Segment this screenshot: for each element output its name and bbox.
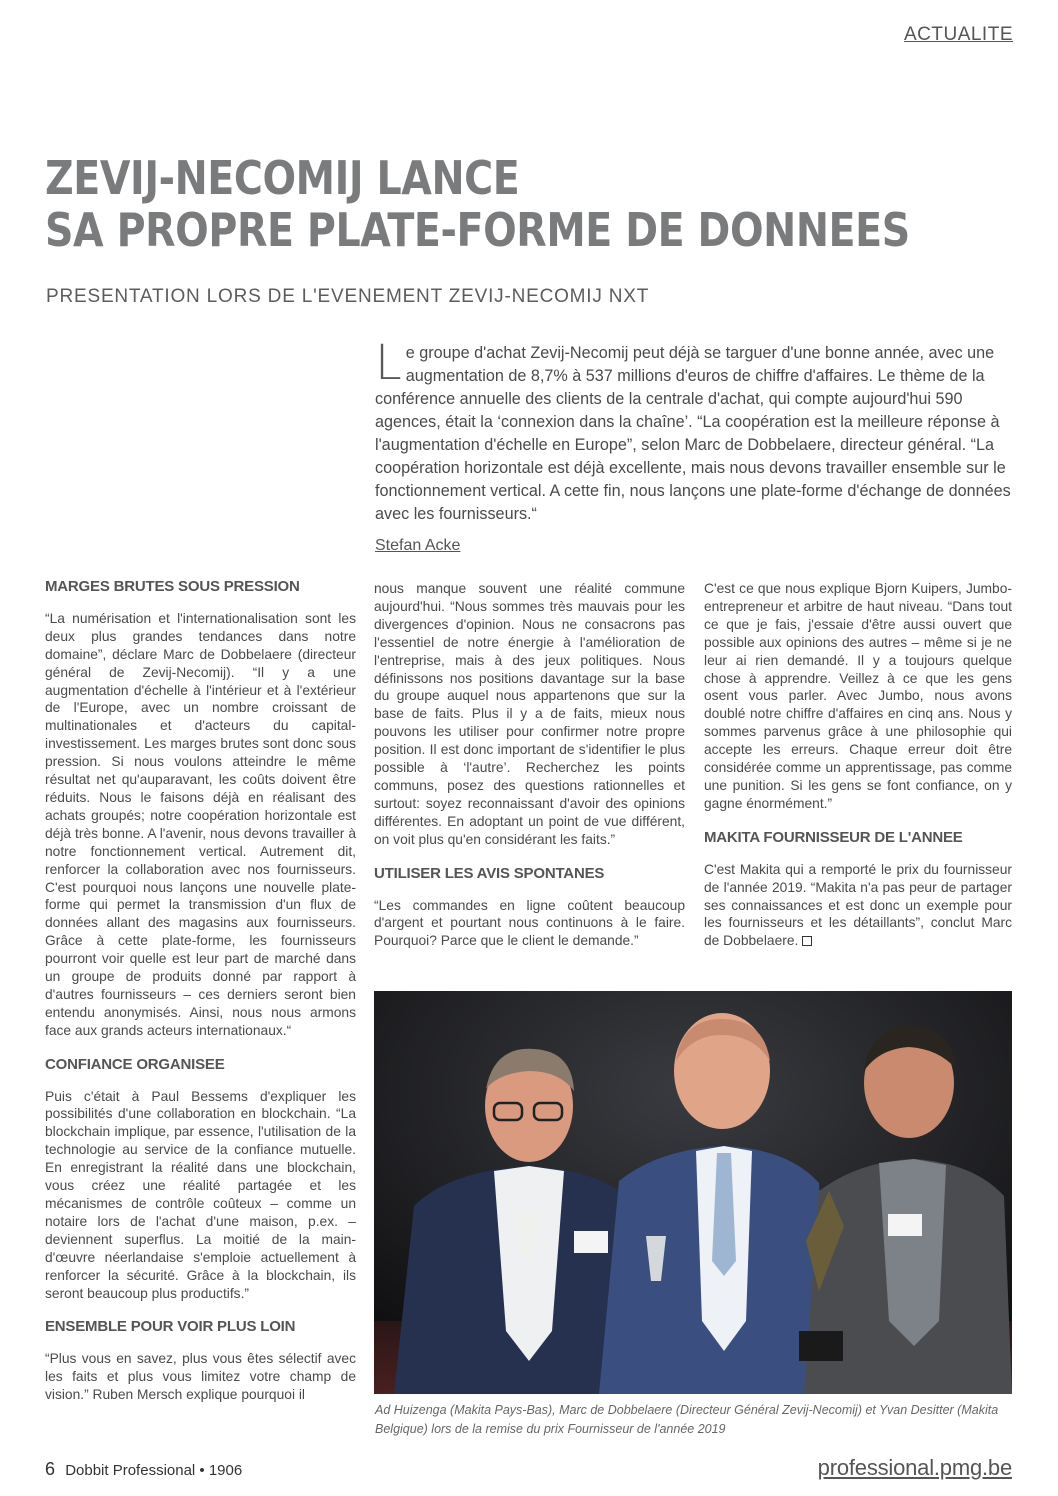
heading-confiance-organisee: CONFIANCE ORGANISEE	[45, 1055, 225, 1073]
heading-marges-brutes: MARGES BRUTES SOUS PRESSION	[45, 578, 300, 595]
end-mark-icon	[802, 936, 812, 946]
column-1	[45, 578, 356, 1420]
headline	[45, 151, 910, 257]
heading-makita-fournisseur: MAKITA FOURNISSEUR DE L'ANNEE	[704, 828, 963, 846]
author-byline: Stefan Acke	[375, 537, 461, 554]
photo-caption: Ad Huizenga (Makita Pays-Bas), Marc de Dobbelaere (Directeur Général Zevij-Necomij) et Yvan Desitter (Makita Belgique) lors de la remise du prix Fournisseur de l'année 2019	[375, 1403, 999, 1436]
subtitle: PRESENTATION LORS DE L'EVENEMENT ZEVIJ-NECOMIJ NXT	[46, 286, 650, 307]
paragraph: nous manque souvent une réalité commune aujourd'hui. “Nous sommes très mauvais pour les divergences d'opinion. Nous ne consacrons pas l'essentiel de notre énergie à l'amélioration de l'entreprise, mais à des jeux politiques. Nous définissons nos positions davantage sur la base du groupe auquel nous appartenons que sur la base de faits. Plus il y a de faits, mieux nous pouvons les utiliser pour confirmer notre propre position. Il est donc important de s'identifier le plus possible à ‘l'autre’. Recherchez les points communs, posez des questions rationnelles et surtout: soyez reconnaissant d'avoir des opinions différentes. En adoptant un point de vue différent, on voit plus qu'en considérant les faits.”	[374, 581, 685, 847]
award-photo	[374, 991, 1012, 1394]
paragraph-text: C'est Makita qui a remporté le prix du fournisseur de l'année 2019. “Makita n'a pas peur de partager ses connaissances et est donc un exemple pour les fournisseurs et les détaillants”, conclut Marc de Dobbelaere.	[704, 861, 1012, 949]
paragraph: “Les commandes en ligne coûtent beaucoup d'argent et pourtant nous continuons à le faire. Pourquoi? Parce que le client le demande.”	[374, 897, 685, 949]
drop-cap: L	[375, 335, 402, 391]
section-label: ACTUALITE	[903, 24, 1013, 45]
publication-name: Dobbit Professional • 1906	[65, 1462, 243, 1479]
award-photo-illustration	[374, 991, 1012, 1394]
headline-line-1: ZEVIJ-NECOMIJ LANCE	[45, 151, 520, 205]
paragraph: Puis c'était à Paul Bessems d'expliquer les possibilités d'une collaboration en blockchain. “La blockchain implique, par essence, l'utilisation de la technologie au service de la confiance mutuelle. En enregistrant la réalité dans une blockchain, vous créez une réalité partagée et les mécanismes de contrôle coûteux – comme un notaire lors de l'achat d'une maison, p.ex. – deviennent superflus. La moitié de la main-d'œuvre néerlandaise s'emploie actuellement à renforcer la sécurité. Grâce à la blockchain, ils seront beaucoup plus productifs.”	[45, 1088, 356, 1301]
intro-text: e groupe d'achat Zevij-Necomij peut déjà se targuer d'une bonne année, avec une augmentation de 8,7% à 537 millions d'euros de chiffre d'affaires. Le thème de la conférence annuelle des clients de la centrale d'achat, qui compte aujourd'hui 590 agences, était la ‘connexion dans la chaîne’. “La coopération est la meilleure réponse à l'augmentation d'échelle en Europe”, selon Marc de Dobbelaere, directeur général. “La coopération horizontale est déjà excellente, mais nous devons travailler ensemble sur le fonctionnement vertical. A cette fin, nous lançons une plate-forme d'échange de données avec les fournisseurs.“	[375, 344, 1011, 523]
heading-utiliser-avis-spontanes: UTILISER LES AVIS SPONTANES	[374, 864, 605, 882]
column-3	[704, 580, 1012, 966]
paragraph-final	[704, 861, 1012, 951]
paragraph: “La numérisation et l'internationalisation sont les deux plus grandes tendances dans notre domaine”, déclare Marc de Dobbelaere (directeur général de Zevij-Necomij). “Il y a une augmentation d'échelle à l'intérieur et à l'extérieur de l'Europe, avec un nombre croissant de multinationales et d'acteurs du capital-investissement. Les marges brutes sont donc sous pression. Si nous voulons atteindre le même résultat net qu'auparavant, les coûts doivent être réduits. Nous le faisons déjà en réalisant des achats groupés; notre coopération horizontale est déjà très bonne. A l'avenir, nous devons travailler à notre fonctionnement vertical. Autrement dit, renforcer la collaboration avec nos fournisseurs. C'est pourquoi nous lançons une nouvelle plate-forme qui permet la transmission d'un flux de données allant des magasins aux fournisseurs. Grâce à cette plate-forme, les fournisseurs pourront voir quelle est leur part de marché dans un groupe de produits donné par rapport à d'autres fournisseurs – ces derniers seront bien entendu anonymisés. Ainsi, nous nous armons face aux grands acteurs internationaux.“	[45, 610, 356, 1038]
headline-line-2: SA PROPRE PLATE-FORME DE DONNEES	[45, 203, 910, 257]
paragraph: “Plus vous en savez, plus vous êtes sélectif avec les faits et plus vous limitez votre champ de vision.” Ruben Mersch explique pourquoi il	[45, 1351, 356, 1403]
website-link[interactable]: professional.pmg.be	[817, 1455, 1012, 1480]
paragraph: C'est ce que nous explique Bjorn Kuipers, Jumbo-entrepreneur et arbitre de haut niveau. “Dans tout ce que je fais, j'essaie d'être aussi ouvert que possible aux opinions des autres – même si je ne leur ai rien demandé. Il y a toujours quelque chose à apprendre. Veillez à ce que les gens osent vous parler. Avec Jumbo, nous avons doublé notre chiffre d'affaires en cinq ans. Nous y sommes parvenus grâce à une philosophie qui accepte les erreurs. Chaque erreur doit être considérée comme un apprentissage, pas comme une punition. Si les gens se font confiance, on y gagne énormément.”	[704, 581, 1012, 811]
footer-publication	[45, 1459, 242, 1480]
column-2	[374, 580, 685, 966]
page-number: 6	[45, 1459, 56, 1479]
heading-ensemble-voir-plus-loin: ENSEMBLE POUR VOIR PLUS LOIN	[45, 1318, 296, 1336]
intro-paragraph	[375, 335, 1011, 526]
